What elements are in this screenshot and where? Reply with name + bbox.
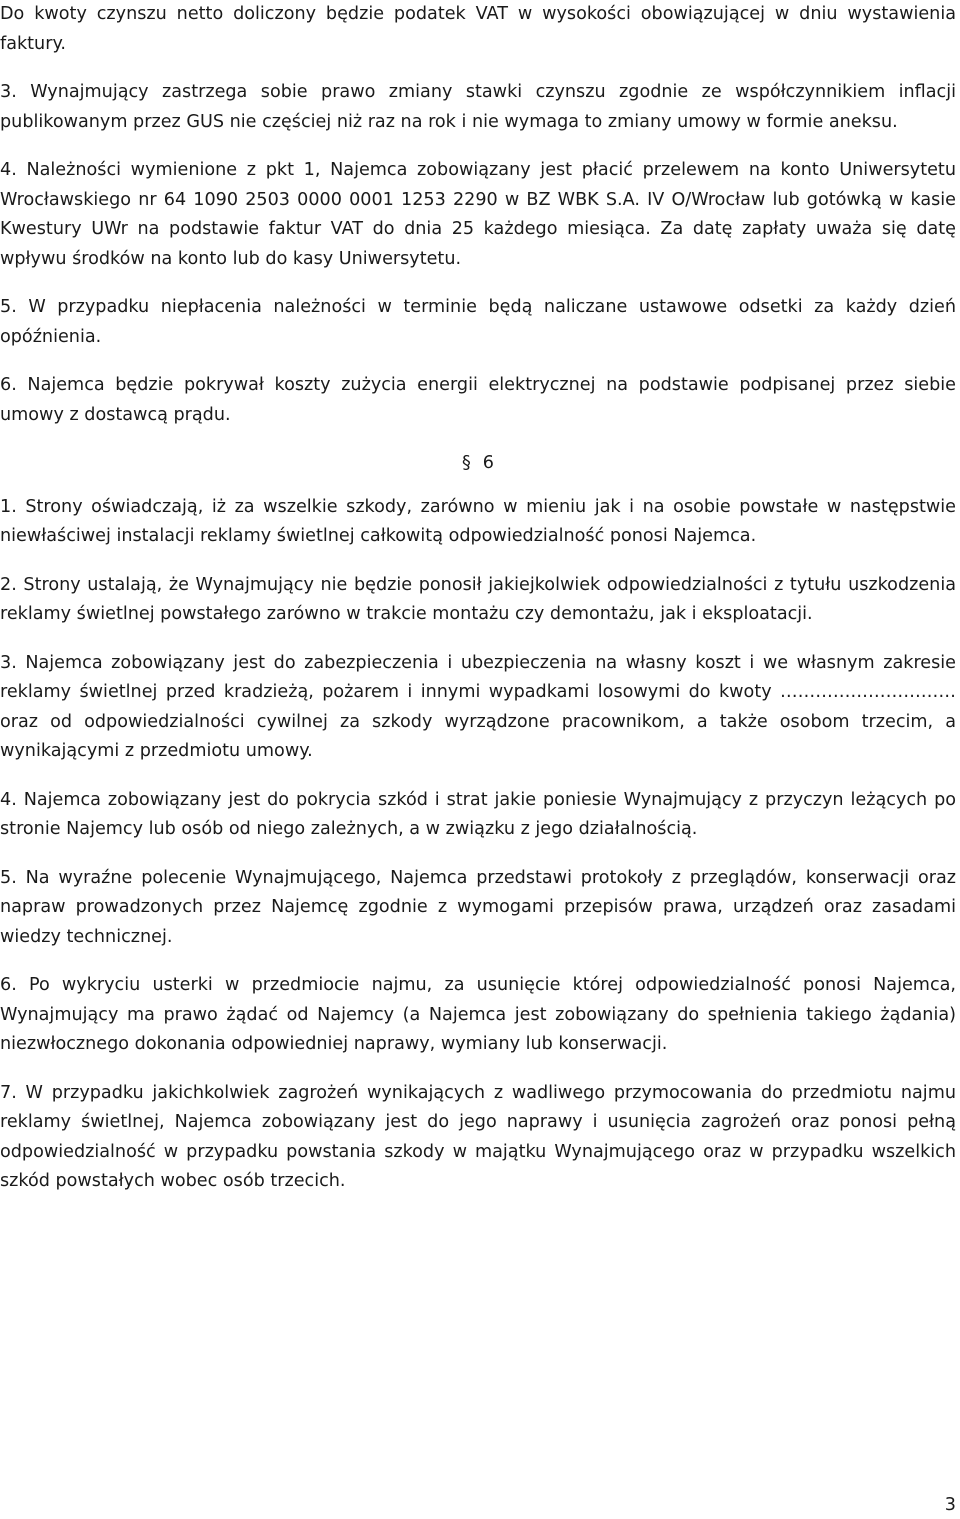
paragraph-3-rent-change: 3. Wynajmujący zastrzega sobie prawo zmiany stawki czynszu zgodnie ze współczynnikiem inflacji publikowanym przez GUS nie częściej niż raz na rok i nie wymaga to zmiany umowy w formie aneksu. — [0, 82, 956, 132]
section-symbol: § — [462, 453, 471, 473]
section6-paragraph-7: 7. W przypadku jakichkolwiek zagrożeń wynikających z wadliwego przymocowania do przedmiotu najmu reklamy świetlnej, Najemca zobowiązany jest do jego naprawy i usunięcia zagrożeń oraz ponosi pełną odpowiedzialność w przypadku powstania szkody w majątku Wynajmującego oraz w przypadku wszelkich szkód powstałych wobec osób trzecich. — [0, 1082, 956, 1191]
section6-paragraph-4: 4. Najemca zobowiązany jest do pokrycia szkód i strat jakie poniesie Wynajmujący z przyczyn leżących po stronie Najemcy lub osób od niego zależnych, a w związku z jego działalnością. — [0, 789, 956, 839]
page-number: 3 — [944, 1495, 956, 1515]
paragraph-6-energy: 6. Najemca będzie pokrywał koszty zużycia energii elektrycznej na podstawie podpisanej przez siebie umowy z dostawcą prądu. — [0, 375, 956, 425]
section6-paragraph-3: 3. Najemca zobowiązany jest do zabezpieczenia i ubezpieczenia na własny koszt i we własnym zakresie reklamy świetlnej przed kradzieżą, pożarem i innymi wypadkami losowymi do kwoty ………………………… oraz od odpowiedzialności cywilnej za szkody wyrządzone pracownikom, a także osobom trzecim, a wynikającymi z przedmiotu umowy. — [0, 652, 956, 761]
paragraph-5-interest: 5. W przypadku niepłacenia należności w terminie będą naliczane ustawowe odsetki za każdy dzień opóźnienia. — [0, 297, 956, 347]
section6-paragraph-1: 1. Strony oświadczają, iż za wszelkie szkody, zarówno w mieniu jak i na osobie powstałe w następstwie niewłaściwej instalacji reklamy świetlnej całkowitą odpowiedzialność ponosi Najemca. — [0, 496, 956, 546]
section-heading — [0, 449, 956, 479]
paragraph-vat: Do kwoty czynszu netto doliczony będzie podatek VAT w wysokości obowiązującej w dniu wystawienia faktury. — [0, 4, 956, 54]
section6-paragraph-2: 2. Strony ustalają, że Wynajmujący nie będzie ponosił jakiejkolwiek odpowiedzialności z tytułu uszkodzenia reklamy świetlnej powstałego zarówno w trakcie montażu czy demontażu, jak i eksploatacji. — [0, 574, 956, 624]
section6-paragraph-6: 6. Po wykryciu usterki w przedmiocie najmu, za usunięcie której odpowiedzialność ponosi Najemca, Wynajmujący ma prawo żądać od Najemcy (a Najemca jest zobowiązany do spełnienia takiego żądania) niezwłocznego dokonania odpowiedniej naprawy, wymiany lub konserwacji. — [0, 975, 956, 1054]
paragraph-4-payment: 4. Należności wymienione z pkt 1, Najemca zobowiązany jest płacić przelewem na konto Uniwersytetu Wrocławskiego nr 64 1090 2503 0000 0001 1253 2290 w BZ WBK S.A. IV O/Wrocław lub gotówką w kasie Kwestury UWr na podstawie faktur VAT do dnia 25 każdego miesiąca. Za datę zapłaty uważa się datę wpływu środków na konto lub do kasy Uniwersytetu. — [0, 160, 956, 269]
section6-paragraph-5: 5. Na wyraźne polecenie Wynajmującego, Najemca przedstawi protokoły z przeglądów, konserwacji oraz napraw prowadzonych przez Najemcę zgodnie z wymogami przepisów prawa, urządzeń oraz zasadami wiedzy technicznej. — [0, 867, 956, 947]
section-number: 6 — [482, 453, 494, 473]
